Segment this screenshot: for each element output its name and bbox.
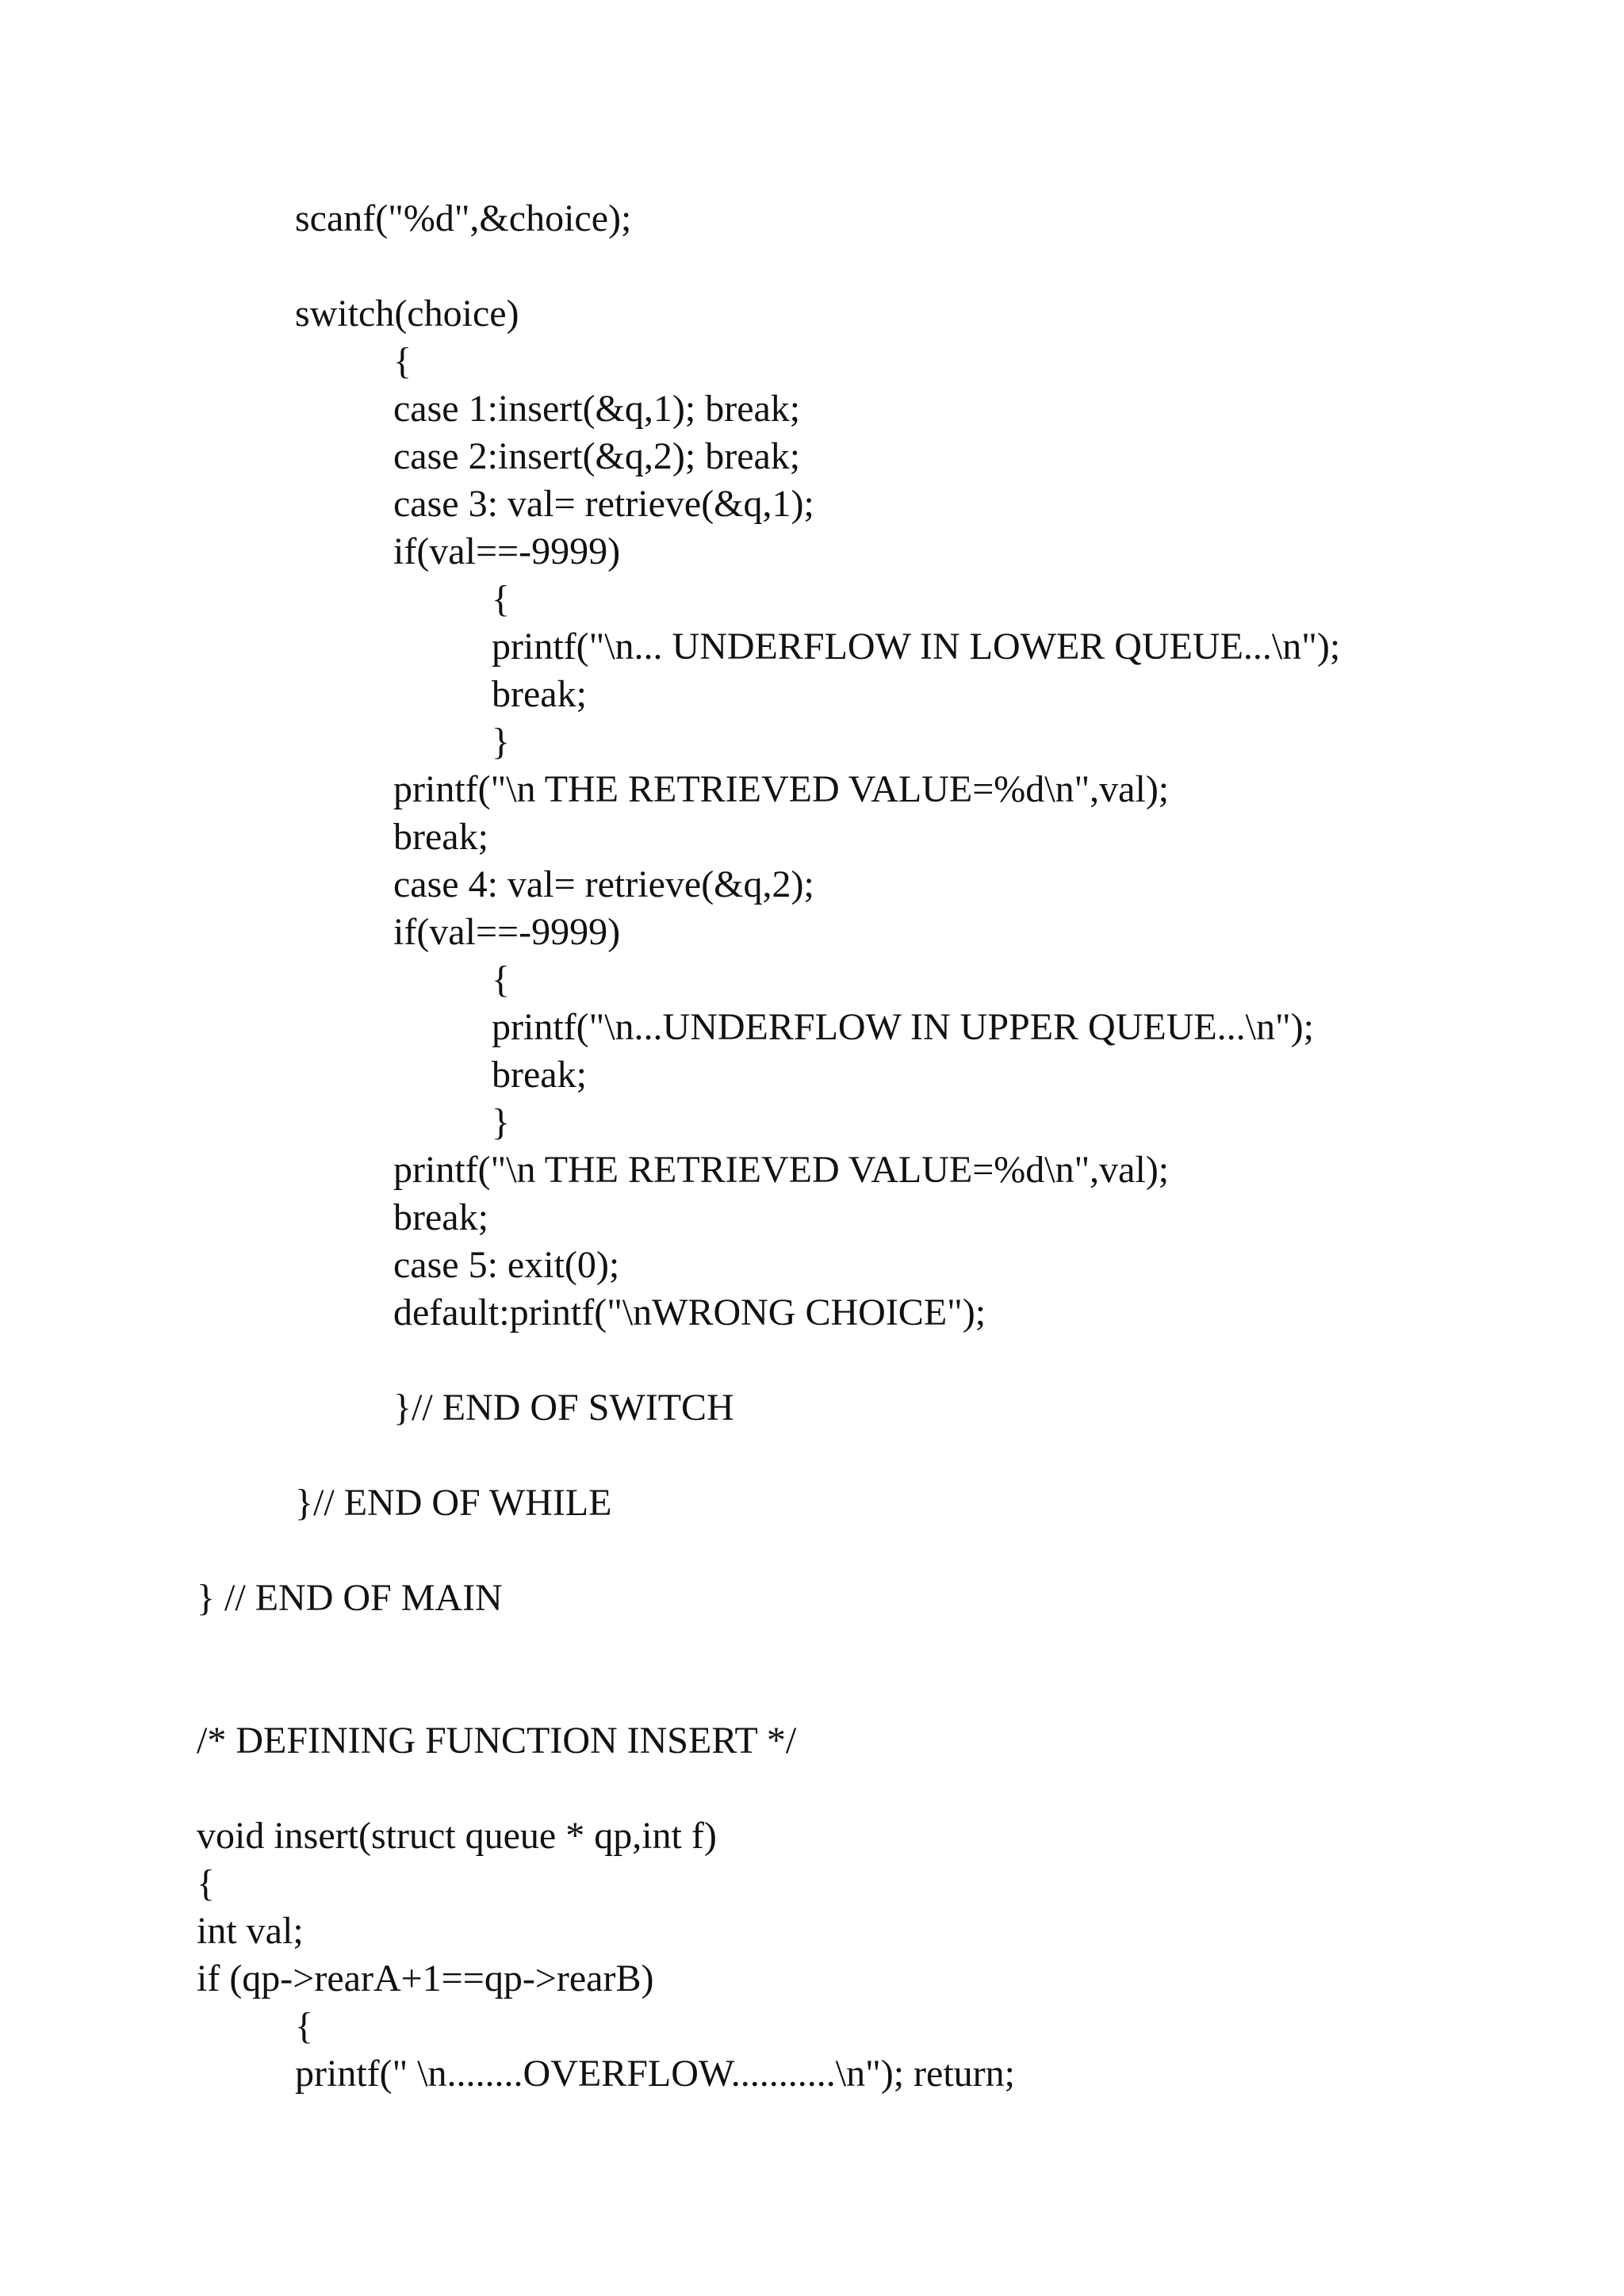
code-line-5: case 2:insert(&q,2); break;: [393, 435, 801, 477]
code-line-24: }// END OF SWITCH: [393, 1387, 734, 1429]
code-line-26: } // END OF MAIN: [197, 1577, 503, 1619]
code-line-10: break;: [492, 673, 587, 715]
code-line-13: break;: [393, 816, 488, 858]
code-line-27: /* DEFINING FUNCTION INSERT */: [197, 1720, 797, 1762]
code-line-7: if(val==-9999): [393, 530, 621, 572]
code-line-8: {: [492, 578, 511, 620]
code-line-4: case 1:insert(&q,1); break;: [393, 388, 801, 430]
code-line-1: scanf("%d",&choice);: [295, 197, 632, 239]
code-line-9: printf("\n... UNDERFLOW IN LOWER QUEUE...\n");: [492, 626, 1341, 668]
code-line-23: default:printf("\nWRONG CHOICE");: [393, 1292, 986, 1334]
code-line-17: printf("\n...UNDERFLOW IN UPPER QUEUE...\n");: [492, 1006, 1314, 1048]
code-line-15: if(val==-9999): [393, 911, 621, 953]
code-line-16: {: [492, 959, 511, 1001]
code-line-11: }: [492, 721, 511, 763]
code-line-25: }// END OF WHILE: [295, 1482, 612, 1524]
code-line-2: switch(choice): [295, 293, 519, 335]
code-line-29: {: [197, 1862, 216, 1904]
code-line-32: {: [295, 2005, 314, 2047]
code-line-30: int val;: [197, 1910, 304, 1952]
code-line-31: if (qp->rearA+1==qp->rearB): [197, 1957, 654, 1999]
code-line-19: }: [492, 1101, 511, 1143]
code-line-33: printf(" \n........OVERFLOW...........\n"); return;: [295, 2053, 1015, 2095]
code-line-28: void insert(struct queue * qp,int f): [197, 1815, 717, 1857]
code-line-18: break;: [492, 1054, 587, 1096]
code-line-14: case 4: val= retrieve(&q,2);: [393, 863, 814, 905]
code-line-6: case 3: val= retrieve(&q,1);: [393, 483, 814, 525]
code-line-22: case 5: exit(0);: [393, 1244, 620, 1286]
code-line-12: printf("\n THE RETRIEVED VALUE=%d\n",val);: [393, 768, 1170, 810]
code-line-20: printf("\n THE RETRIEVED VALUE=%d\n",val);: [393, 1149, 1170, 1191]
code-line-21: break;: [393, 1196, 488, 1238]
code-line-3: {: [393, 340, 412, 382]
